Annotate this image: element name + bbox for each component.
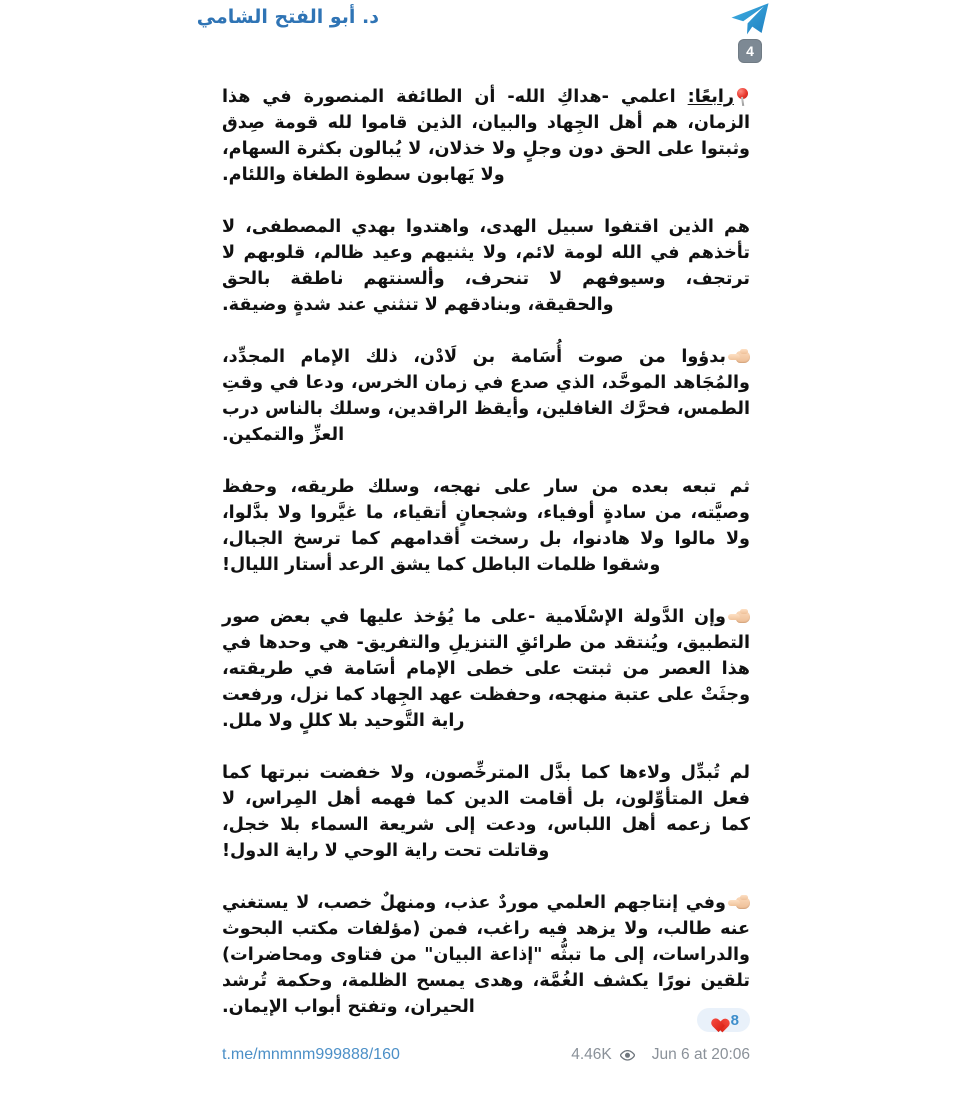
post-header (0, 0, 972, 78)
paragraph-3 (222, 344, 750, 448)
telegram-branding (726, 2, 774, 63)
backhand-index-pointing-left-icon (728, 349, 750, 365)
post-permalink[interactable]: t.me/mnmnm999888/160 (222, 1046, 400, 1063)
paragraph-2-text: هم الذين اقتفوا سبيل الهدى، واهتدوا بهدي المصطفى، لا تأخذهم في الله لومة لائم، ولا يثنيهم وعيد ظالم، قلوبهم لا ترتجف، وسيوفهم لا تنحرف، وألسنتهم ناطقة بالحق والحقيقة، وبنادقهم لا تنثني عند شدةٍ وضيقة. (222, 217, 750, 315)
channel-name[interactable]: د. أبو الفتح الشامي (196, 6, 379, 28)
paragraph-5 (222, 604, 750, 734)
paragraph-6-text: لم تُبدِّل ولاءها كما بدَّل المترخِّصون، ولا خفضت نبرتها كما فعل المتأوِّلون، بل أقامت الدين كما فهمه أهل المِراس، لا كما زعمه أهل اللباس، ودعت إلى شريعة السماء بلا خجل، وقاتلت تحت راية الوحي لا راية الدول! (222, 763, 750, 861)
paragraph-1 (222, 84, 750, 188)
paragraph-7-text: وفي إنتاجهم العلمي موردٌ عذب، ومنهلٌ خصب، لا يستغني عنه طالب، ولا يزهد فيه راغب، فمن (مؤلفات مكتب البحوث والدراسات، إلى ما تبثُّه "إذاعة البيان" من فتاوى ومحاضرات) تلقين نورًا يكشف الغُمَّة، وهدى يمسح الظلمة، وحكمة تُرشد الحيران، وتفتح أبواب الإيمان. (222, 893, 750, 1017)
heart-icon (708, 1012, 725, 1028)
paragraph-3-text: بدؤوا من صوت أُسَامة بن لَادْن، ذلك الإمام المجدِّد، والمُجَاهد الموحَّد، الذي صدع في زمان الخرس، ودعا في وقتِ الطمس، فحرَّك الغافلين، وأيقظ الراقدين، وسلك بالناس درب العزِّ والتمكين. (222, 347, 750, 445)
eye-icon (620, 1050, 635, 1061)
paragraph-1-text: اعلمي -هداكِ الله- أن الطائفة المنصورة في هذا الزمان، هم أهل الجِهاد والبيان، الذين قاموا لله قومة صِدق وثبتوا على الحق دون وجلٍ ولا خذلان، لا يُبالون بكثرة السهام، ولا يَهابون سطوة الطغاة واللئام. (222, 87, 750, 185)
paragraph-5-text: وإن الدَّولة الإسْلَامية -على ما يُؤخذ عليها في بعض صور التطبيق، ويُنتقد من طرائقِ التنزيلِ والتفريق- هي وحدها في هذا العصر من ثبتت على خطى الإمام أسَامة في طريقته، وجثَتْ على عتبة منهجه، وحفظت عهد الجِهاد كما نزل، ورفعت راية التَّوحيد بلا كللٍ ولا ملل. (222, 607, 750, 731)
post-text-body (222, 84, 750, 1020)
paragraph-4 (222, 474, 750, 578)
reaction-heart-button[interactable] (697, 1008, 750, 1032)
paragraph-7 (222, 890, 750, 1020)
post-footer (222, 1046, 750, 1064)
views-count: 4.46K (571, 1046, 612, 1063)
reaction-count: 8 (730, 1011, 739, 1029)
post-date: Jun 6 at 20:06 (651, 1046, 750, 1063)
backhand-index-pointing-left-icon (728, 609, 750, 625)
reactions-bar (697, 1008, 750, 1032)
paragraph-4-text: ثم تبعه بعده من سار على نهجه، وسلك طريقه، وحفظ وصيَّته، من سادةٍ أوفياء، وشجعانٍ أتقياء، ما غيَّروا ولا بدَّلوا، ولا مالوا ولا هادنوا، بل رسخت أقدامهم كما ترسخ الجبال، وشقوا ظلمات الباطل كما يشق الرعد أستار الليال! (222, 477, 750, 575)
pushpin-icon (735, 88, 750, 106)
backhand-index-pointing-left-icon (728, 895, 750, 911)
paragraph-1-prefix: رابعًا: (687, 87, 734, 107)
post-count-badge: 4 (738, 39, 762, 63)
paragraph-2 (222, 214, 750, 318)
paragraph-6 (222, 760, 750, 864)
telegram-plane-icon (730, 2, 770, 36)
post-meta (571, 1046, 750, 1064)
